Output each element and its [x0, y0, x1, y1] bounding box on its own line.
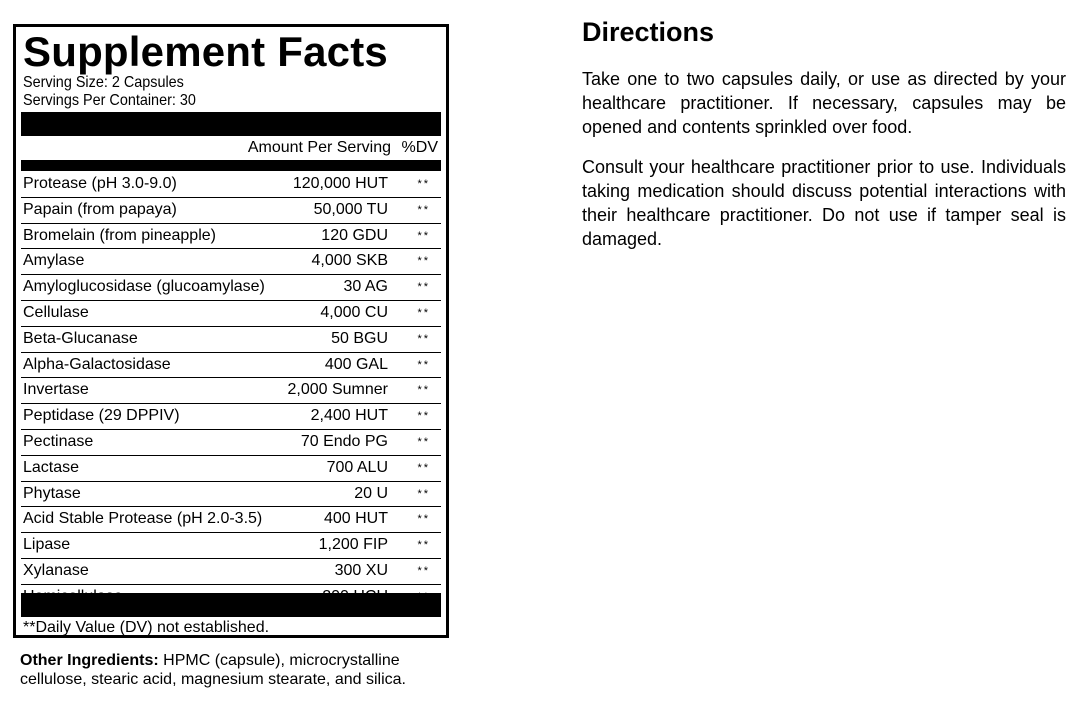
ingredient-dv: **	[417, 358, 430, 371]
other-ingredients-label: Other Ingredients:	[20, 652, 159, 669]
amount-per-serving-header: Amount Per Serving	[247, 139, 391, 156]
ingredient-name: Lactase	[23, 458, 80, 476]
servings-per-container: Servings Per Container: 30	[23, 92, 196, 109]
ingredient-amount: 2,400 HUT	[310, 407, 388, 425]
ingredient-dv: **	[417, 384, 430, 397]
ingredient-dv: **	[417, 564, 430, 577]
directions-title: Directions	[582, 17, 715, 47]
table-row	[21, 327, 441, 353]
ingredient-dv: **	[417, 281, 430, 294]
ingredient-dv: **	[417, 487, 430, 500]
table-row	[21, 482, 441, 508]
ingredient-amount: 20 U	[354, 484, 388, 502]
thick-divider-mid	[21, 160, 441, 171]
table-row	[21, 559, 441, 585]
ingredient-name: Invertase	[23, 381, 89, 399]
ingredient-dv: **	[417, 461, 430, 474]
ingredient-amount: 400 HUT	[323, 510, 388, 528]
dv-footnote: **Daily Value (DV) not established.	[23, 619, 270, 636]
ingredient-name: Protease (pH 3.0-9.0)	[23, 175, 177, 192]
supplement-facts-panel	[13, 24, 449, 638]
ingredient-name: Amylase	[23, 252, 85, 270]
other-ingredients-text: HPMC (capsule), microcrystalline cellulose, stearic acid, magnesium stearate, and silica.	[20, 652, 406, 688]
ingredient-dv: **	[417, 255, 430, 268]
ingredient-dv: **	[417, 435, 430, 448]
table-row	[21, 404, 441, 430]
ingredient-name: Alpha-Galactosidase	[23, 355, 171, 373]
ingredient-name: Papain (from papaya)	[23, 200, 177, 218]
table-row	[21, 172, 441, 198]
dv-header: %DV	[401, 139, 438, 156]
table-row	[21, 301, 441, 327]
table-row	[21, 456, 441, 482]
ingredient-amount: 4,000 CU	[320, 303, 388, 321]
ingredient-dv: **	[417, 332, 430, 345]
table-row	[21, 378, 441, 404]
directions-section	[582, 14, 1066, 251]
table-row	[21, 249, 441, 275]
table-row	[21, 533, 441, 559]
ingredient-amount: 2,000 Sumner	[287, 381, 388, 399]
ingredient-dv: **	[417, 178, 430, 190]
ingredient-amount: 50,000 TU	[313, 200, 388, 218]
ingredient-name: Amyloglucosidase (glucoamylase)	[23, 278, 265, 296]
ingredient-dv: **	[417, 513, 430, 526]
ingredient-amount: 700 ALU	[326, 458, 388, 476]
nutrient-table	[21, 172, 441, 610]
table-row	[21, 507, 441, 533]
panel-title: Supplement Facts	[23, 28, 388, 75]
ingredient-amount: 4,000 SKB	[311, 252, 388, 270]
ingredient-dv: **	[417, 229, 430, 242]
ingredient-name: Acid Stable Protease (pH 2.0-3.5)	[23, 510, 263, 528]
ingredient-amount: 70 Endo PG	[300, 432, 388, 450]
ingredient-name: Cellulase	[23, 303, 89, 321]
ingredient-dv: **	[417, 539, 430, 552]
ingredient-name: Peptidase (29 DPPIV)	[23, 407, 180, 425]
ingredient-name: Lipase	[23, 536, 71, 554]
ingredient-dv: **	[417, 203, 430, 216]
ingredient-name: Phytase	[23, 484, 81, 502]
ingredient-amount: 120 GDU	[321, 226, 388, 244]
ingredient-dv: **	[417, 410, 430, 423]
table-row	[21, 353, 441, 379]
serving-size: Serving Size: 2 Capsules	[23, 74, 184, 91]
table-row	[21, 198, 441, 224]
ingredient-name: Xylanase	[23, 561, 89, 579]
thick-divider-bottom	[21, 593, 441, 617]
table-row	[21, 430, 441, 456]
directions-paragraph: Take one to two capsules daily, or use as directed by your healthcare practitioner. If necessary, capsules may be opened and contents sprinkled over food.	[582, 69, 1066, 137]
ingredient-amount: 400 GAL	[324, 355, 388, 373]
other-ingredients	[20, 651, 440, 689]
thick-divider-top	[21, 112, 441, 136]
ingredient-amount: 30 AG	[343, 278, 388, 296]
ingredient-name: Pectinase	[23, 432, 94, 450]
ingredient-name: Bromelain (from pineapple)	[23, 226, 216, 244]
ingredient-amount: 300 XU	[334, 561, 388, 579]
ingredient-amount: 50 BGU	[331, 329, 388, 347]
table-row	[21, 224, 441, 250]
ingredient-amount: 1,200 FIP	[318, 536, 388, 554]
warning-paragraph: Consult your healthcare practitioner prior to use. Individuals taking medication should discuss potential interactions with their healthcare practitioner. Do not use if tamper seal is damaged.	[582, 157, 1066, 249]
ingredient-dv: **	[417, 306, 430, 319]
table-row	[21, 275, 441, 301]
ingredient-amount: 120,000 HUT	[292, 175, 388, 192]
ingredient-name: Beta-Glucanase	[23, 329, 138, 347]
